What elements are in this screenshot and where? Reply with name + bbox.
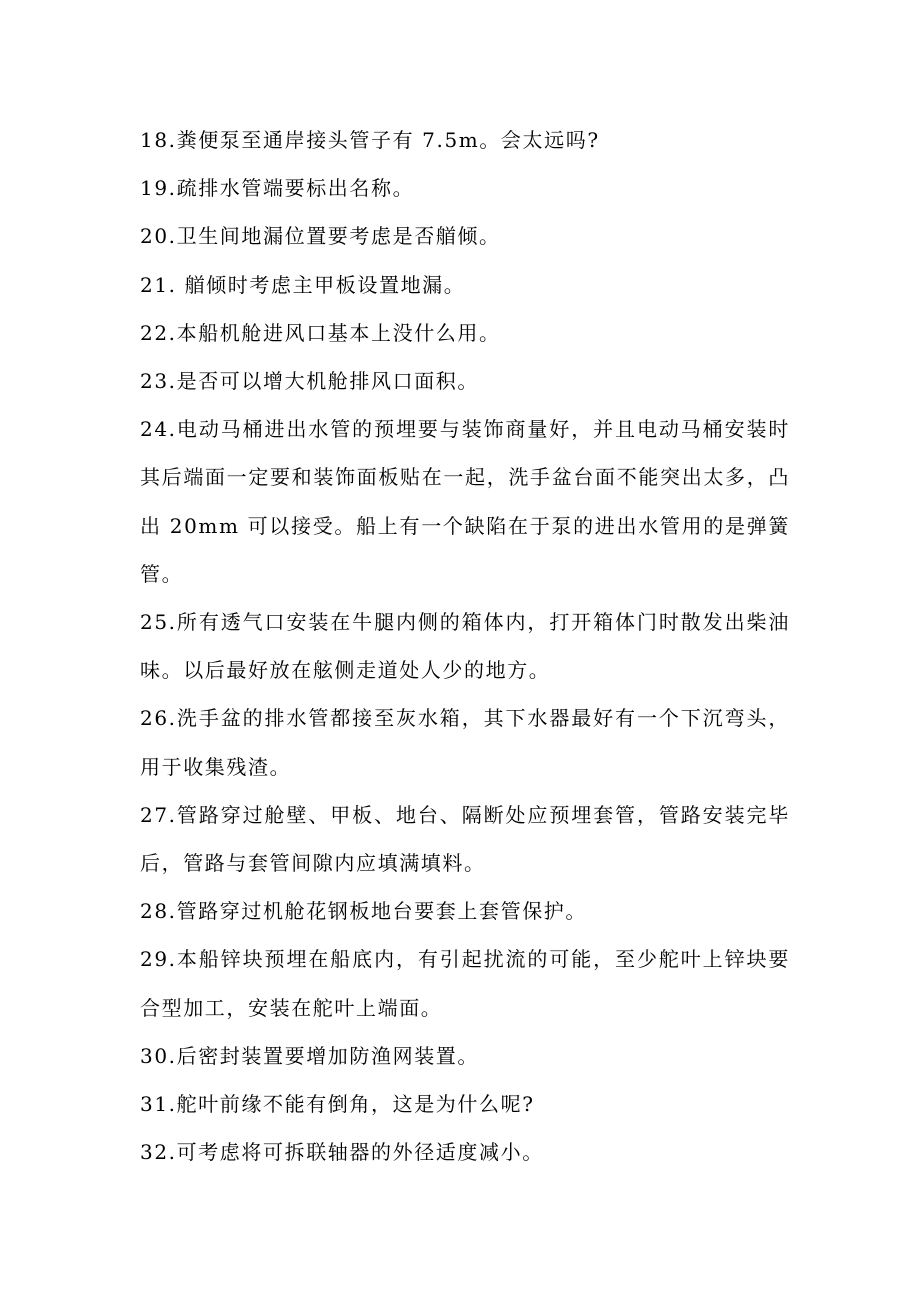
list-item: 20.卫生间地漏位置要考虑是否艏倾。: [140, 224, 501, 249]
list-item: 24.电动马桶进出水管的预埋要与装饰商量好，并且电动马桶安装时其后端面一定要和装饰面板贴在一起，洗手盆台面不能突出太多，凸出 20mm 可以接受。船上有一个缺陷在于泵的进出水管用的是弹簧管。: [140, 417, 790, 586]
list-item: 28.管路穿过机舱花钢板地台要套上套管保护。: [140, 899, 588, 924]
list-item: 31.舵叶前缘不能有倒角，这是为什么呢?: [140, 1092, 535, 1117]
list-item: 27.管路穿过舱壁、甲板、地台、隔断处应预埋套管，管路安装完毕后，管路与套管间隙内应填满填料。: [140, 802, 790, 876]
list-item: 30.后密封装置要增加防渔网装置。: [140, 1043, 480, 1068]
list-item: 19.疏排水管端要标出名称。: [140, 176, 415, 201]
list-item: 25.所有透气口安装在牛腿内侧的箱体内，打开箱体门时散发出柴油味。以后最好放在舷侧走道处人少的地方。: [140, 610, 790, 683]
list-item: 21. 艏倾时考虑主甲板设置地漏。: [140, 272, 466, 297]
document-body: [140, 116, 790, 1176]
list-item: 29.本船锌块预埋在船底内，有引起扰流的可能，至少舵叶上锌块要合型加工，安装在舵叶上端面。: [140, 947, 790, 1020]
list-item: 26.洗手盆的排水管都接至灰水箱，其下水器最好有一个下沉弯头，用于收集残渣。: [140, 706, 790, 779]
list-item: 18.粪便泵至通岸接头管子有 7.5m。会太远吗?: [140, 128, 600, 152]
list-item: 32.可考虑将可拆联轴器的外径适度减小。: [140, 1140, 544, 1165]
list-item: 23.是否可以增大机舱排风口面积。: [140, 369, 480, 394]
list-item: 22.本船机舱进风口基本上没什么用。: [140, 320, 501, 345]
